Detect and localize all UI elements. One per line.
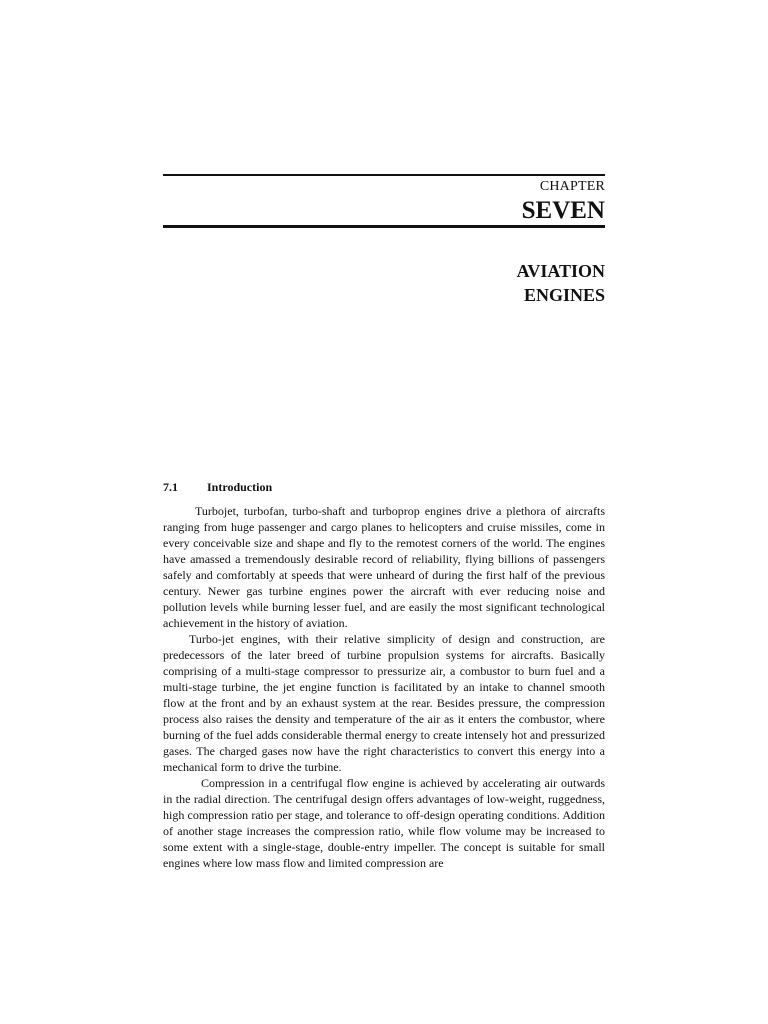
section-number: 7.1 [163,480,178,494]
chapter-number: SEVEN [521,197,605,224]
chapter-title [305,259,605,307]
body-text [163,503,605,871]
chapter-bottom-rule [163,225,605,228]
paragraph-2: Turbo-jet engines, with their relative simplicity of design and construction, are predecessors of the later breed of turbine propulsion systems for aircrafts. Basically comprising of a multi-stage compressor to pressurize air, a combustor to burn fuel and a multi-stage turbine, the jet engine function is facilitated by an intake to channel smooth flow at the front and by an exhaust system at the rear. Besides pressure, the compression process also raises the density and temperature of the air as it enters the combustor, where burning of the fuel adds considerable thermal energy to create intensely hot and pressurized gases. The charged gases now have the right characteristics to convert this energy into a mechanical form to drive the turbine. [163,632,605,774]
section-title: Introduction [207,480,273,494]
chapter-title-line-1: AVIATION [516,261,605,281]
chapter-label: CHAPTER [539,179,605,194]
chapter-top-rule [163,174,605,176]
paragraph-3: Compression in a centrifugal flow engine is achieved by accelerating air outwards in the radial direction. The centrifugal design offers advantages of low-weight, ruggedness, high compression ratio per stage, and tolerance to off-design operating conditions. Addition of another stage increases the compression ratio, while flow volume may be increased to some extent with a single-stage, double-entry impeller. The concept is suitable for small engines where low mass flow and limited compression are [163,776,605,870]
paragraph-1: Turbojet, turbofan, turbo-shaft and turboprop engines drive a plethora of aircrafts ranging from huge passenger and cargo planes to helicopters and cruise missiles, come in every conceivable size and shape and fly to the remotest corners of the world. The engines have amassed a tremendously desirable record of reliability, flying billions of passengers safely and comfortably at speeds that were unheard of during the first half of the previous century. Newer gas turbine engines power the aircraft with ever reducing noise and pollution levels while burning lesser fuel, and are easily the most significant technological achievement in the history of aviation. [163,504,605,630]
chapter-title-line-2: ENGINES [523,285,605,305]
section-heading [163,479,605,495]
